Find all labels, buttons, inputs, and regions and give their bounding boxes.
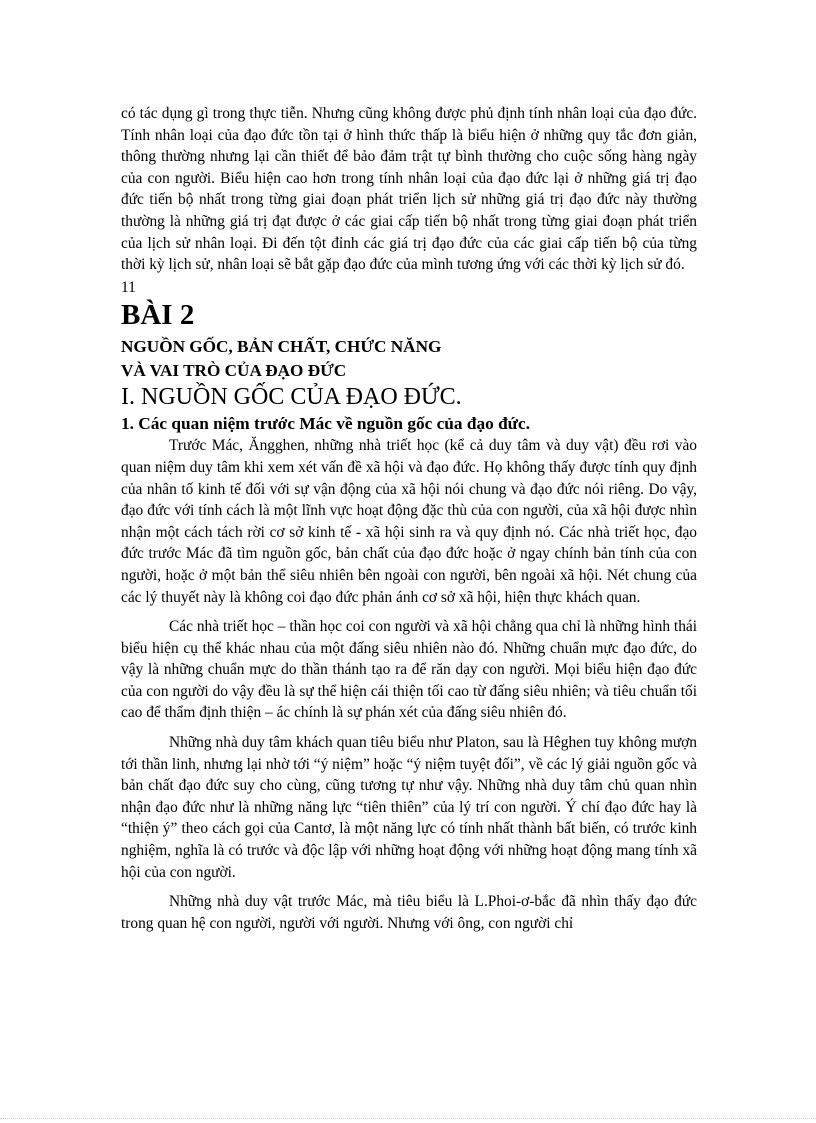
subsection-heading: 1. Các quan niệm trước Mác về nguồn gốc của đạo đức. (121, 414, 531, 434)
intro-paragraph: có tác dụng gì trong thực tiễn. Nhưng cũng không được phủ định tính nhân loại của đạo đức. Tính nhân loại của đạo đức tồn tại ở hình thức thấp là biểu hiện ở những quy tắc đơn giản, thông thường nhưng lại cần thiết để bảo đảm trật tự bình thường cho cuộc sống hàng ngày của con người. Biểu hiện cao hơn trong tính nhân loại của đạo đức lại ở những giá trị đạo đức tiến bộ nhất trong từng giai đoạn phát triển lịch sử những giá trị đạo đức này thường thường là những giá trị đạt được ở các giai cấp tiến bộ nhất trong từng giai đoạn phát triển của lịch sử nhân loại. Đi đến tột đỉnh các giá trị đạo đức của các giai cấp tiến bộ của từng thời kỳ lịch sử, nhân loại sẽ bắt gặp đạo đức của mình tương ứng với các thời kỳ lịch sử đó. (121, 105, 697, 274)
lesson-subtitle-line-1: NGUỒN GỐC, BẢN CHẤT, CHỨC NĂNG (121, 337, 442, 357)
body-paragraph-3: Những nhà duy tâm khách quan tiêu biểu như Platon, sau là Hêghen tuy không mượn tới thần linh, nhưng lại nhờ tới “ý niệm” hoặc “ý niệm tuyệt đối”, về các lý giải nguồn gốc và bản chất đạo đức suy cho cùng, cũng tương tự như vậy. Những nhà duy tâm chủ quan nhìn nhận đạo đức như là những năng lực “tiên thiên” của lý trí con người. Ý chí đạo đức hay là “thiện ý” theo cách gọi của Cantơ, là một năng lực có tính nhất thành bất biến, có trước kinh nghiệm, nghĩa là có trước và độc lập với những hoạt động với những hoạt động mang tính xã hội của con người. (121, 734, 697, 881)
body-paragraph-4: Những nhà duy vật trước Mác, mà tiêu biểu là L.Phoi-ơ-bắc đã nhìn thấy đạo đức trong quan hệ con người, người với người. Nhưng với ông, con người chỉ (121, 893, 697, 932)
body-paragraph-2: Các nhà triết học – thần học coi con người và xã hội chẳng qua chỉ là những hình thái biểu hiện cụ thể khác nhau của một đấng siêu nhiên nào đó. Những chuẩn mực đạo đức, do vậy là những chuẩn mực do thần thánh tạo ra để răn dạy con người. Mọi biểu hiện đạo đức của con người do vậy đều là sự thể hiện cái thiện tối cao từ đấng siêu nhiên; và tiêu chuẩn tối cao để thẩm định thiện – ác chính là sự phán xét của đấng siêu nhiên đó. (121, 618, 697, 722)
body-paragraph-1: Trước Mác, Ăngghen, những nhà triết học (kể cả duy tâm và duy vật) đều rơi vào quan niệm duy tâm khi xem xét vấn đề xã hội và đạo đức. Họ không thấy được tính quy định của nhân tố kinh tế đối với sự vận động của xã hội nói chung và đạo đức nói riêng. Do vậy, đạo đức với tính cách là một lĩnh vực hoạt động đặc thù của con người, của xã hội được nhìn nhận một cách tách rời cơ sở kinh tế - xã hội sinh ra và quy định nó. Các nhà triết học, đạo đức trước Mác đã tìm nguồn gốc, bản chất của đạo đức hoặc ở ngay chính bản tính của con người, hoặc ở một bản thể siêu nhiên bên ngoài con người, bên ngoài xã hội. Nét chung của các lý thuyết này là không coi đạo đức phản ánh cơ sở xã hội, hiện thực khách quan. (121, 437, 697, 606)
page-number: 11 (121, 278, 136, 296)
document-page (121, 103, 697, 934)
lesson-title: BÀI 2 (121, 299, 195, 332)
section-heading: I. NGUỒN GỐC CỦA ĐẠO ĐỨC. (121, 384, 462, 411)
page-bottom-border (0, 1118, 816, 1119)
lesson-subtitle-line-2: VÀ VAI TRÒ CỦA ĐẠO ĐỨC (121, 361, 347, 381)
